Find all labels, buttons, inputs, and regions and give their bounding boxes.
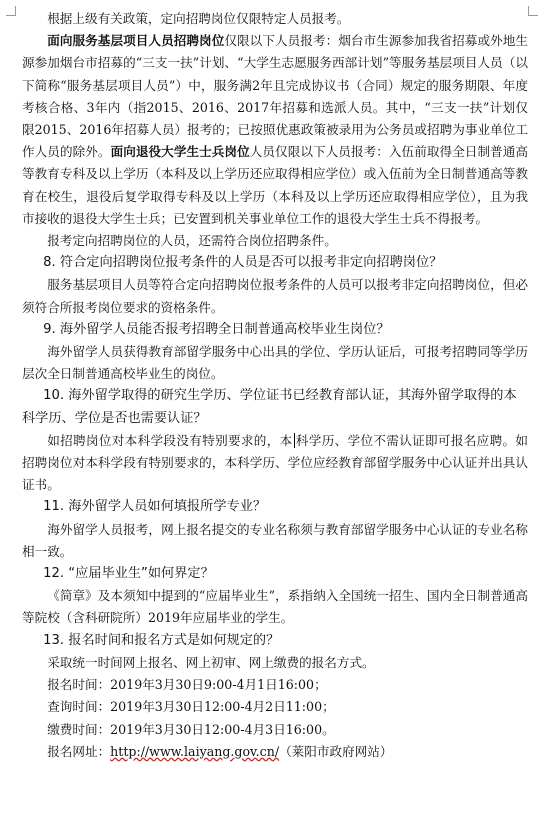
paragraph-text: 《简章》及本须知中提到的“应届毕业生”，系指纳入全国统一招生、国内全日制普通高等院校（含科研院所）2019年应届毕业的学生。 (22, 588, 528, 626)
paragraph-text: 人员仅限以下人员报考：入伍前取得全日制普通高等教育专科及以上学历（本科及以上学历还应取得相应学位）或入伍前为全日制普通高等教育在校生，退役后复学取得专科及以上学历（本科及以上学历还应取得相应学位），且为我市接收的退役大学生士兵；已安置到机关事业单位工作的退役大学生士兵不得报考。 (22, 144, 529, 226)
paragraph (22, 741, 528, 763)
paragraph-text: （莱阳市政府网站） (279, 743, 393, 759)
paragraph (22, 719, 528, 741)
paragraph-text: 报名时间：2019年3月30日9:00-4月1日16:00； (47, 677, 327, 693)
paragraph-text: 采取统一时间网上报名、网上初审、网上缴费的报名方式。 (47, 654, 375, 670)
paragraph-text: 海外留学人员获得教育部留学服务中心出具的学位、学历认证后，可报考招聘同等学历层次全日制普通高校毕业生的岗位。 (22, 344, 528, 382)
paragraph-text: 仅限以下人员报考：烟台市生源参加我省招募或外地生源参加烟台市招募的“三支一扶”计划、“大学生志愿服务西部计划”等服务基层项目人员（以下简称“服务基层项目人员”）中，服务满2年且完成协议书（合同）规定的服务期限、年度考核合格、3年内（指2015、2016、2017年招募和选派人员。其中，“三支一扶”计划仅限2015、2016年招募人员）报考的；已按照优惠政策被录用为公务员或招聘为事业单位工作人员的除外。 (22, 33, 529, 160)
question-heading: 13. 报名时间和报名方式是如何规定的？ (43, 632, 280, 648)
question-heading: 12. “应届毕业生”如何界定？ (43, 566, 214, 582)
text-cursor (294, 433, 295, 448)
corner-crop-mark-top-left (6, 6, 16, 16)
paragraph (22, 230, 528, 252)
paragraph-text: 如招聘岗位对本科学段没有特别要求的，本 (47, 432, 293, 448)
paragraph-text: 缴费时间：2019年3月30日12:00-4月3日16:00。 (47, 721, 335, 737)
paragraph (22, 519, 528, 563)
paragraph-text: 服务基层项目人员等符合定向招聘岗位报考条件的人员可以报考非定向招聘岗位，但必须符合所报考岗位要求的资格条件。 (22, 277, 528, 315)
question-heading: 8. 符合定向招聘岗位报考条件的人员是否可以报考非定向招聘岗位？ (43, 255, 443, 271)
paragraph (22, 585, 528, 629)
paragraph (22, 674, 528, 696)
paragraph (22, 652, 528, 674)
question-heading: 9. 海外留学人员能否报考招聘全日制普通高校毕业生岗位？ (43, 321, 390, 337)
paragraph (22, 341, 528, 385)
paragraph (22, 8, 528, 30)
bold-term: 面向退役大学生士兵岗位 (110, 144, 250, 160)
question-heading: 10. 海外留学取得的研究生学历、学位证书已经教育部认证，其海外留学取得的本科学历、学位是否也需要认证？ (22, 388, 517, 426)
paragraph (22, 430, 528, 497)
paragraph-text: 科学历、学位不需认证即可报名应聘。如招聘岗位对本科学段有特别要求的，本科学历、学位应经教育部留学服务中心认证并出具认证书。 (22, 432, 529, 493)
bold-term: 面向服务基层项目人员招聘岗位 (47, 33, 225, 49)
document-body (22, 8, 528, 763)
paragraph-text: 报名网址： (47, 743, 111, 759)
paragraph-text: 报考定向招聘岗位的人员，还需符合岗位招聘条件。 (47, 233, 337, 249)
question-heading: 11. 海外留学人员如何填报所学专业？ (43, 499, 267, 515)
paragraph (22, 30, 528, 230)
paragraph (22, 274, 528, 318)
paragraph-text: 海外留学人员报考，网上报名提交的专业名称须与教育部留学服务中心认证的专业名称相一致。 (22, 521, 528, 559)
registration-url-link[interactable]: http://www.laiyang.gov.cn/ (110, 743, 280, 759)
corner-crop-mark-top-right (528, 6, 538, 16)
paragraph-text: 根据上级有关政策，定向招聘岗位仅限特定人员报考。 (47, 11, 350, 26)
paragraph (22, 696, 528, 718)
paragraph-text: 查询时间：2019年3月30日12:00-4月2日11:00； (47, 699, 335, 715)
